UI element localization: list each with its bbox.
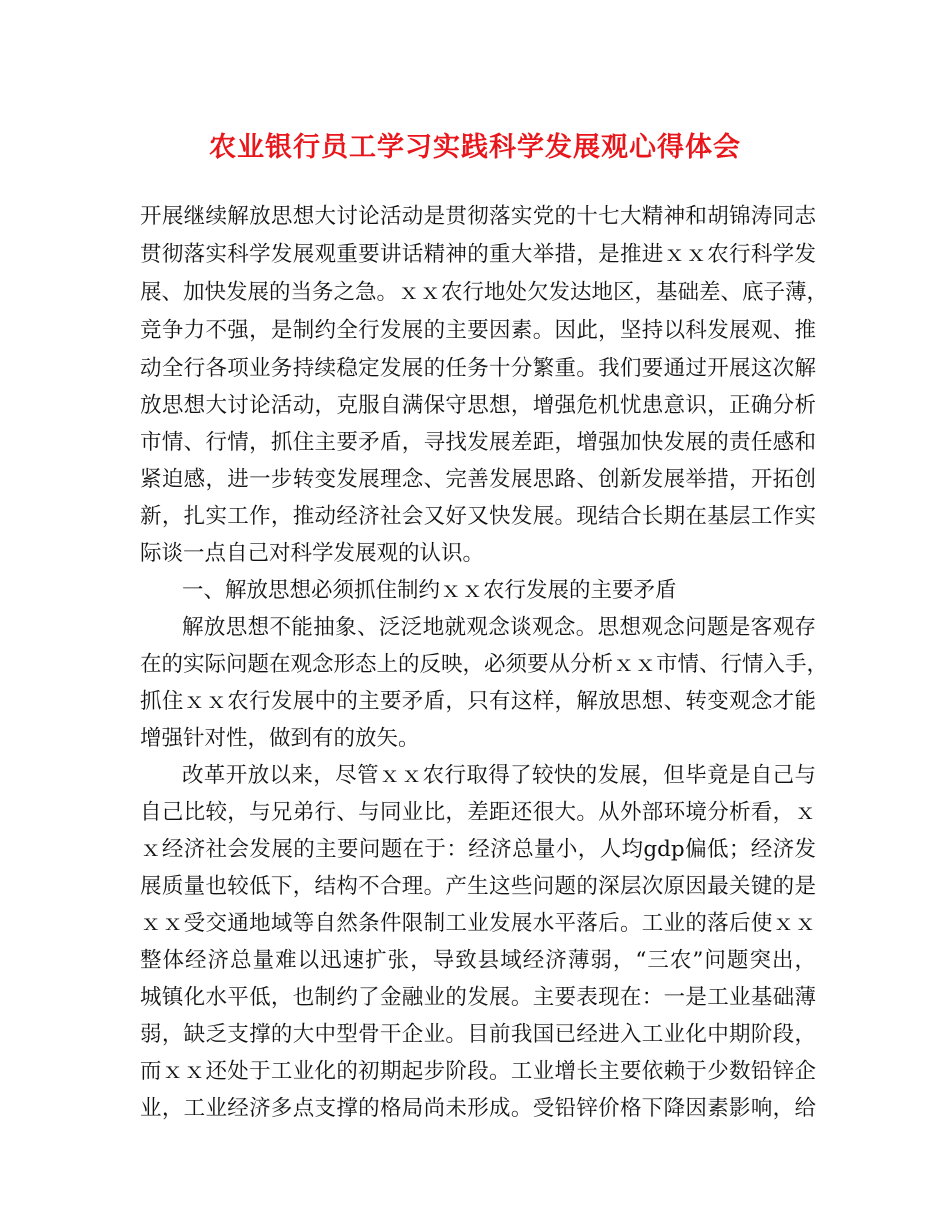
paragraph-line: 动全行各项业务持续稳定发展的任务十分繁重。我们要通过开展这次解 bbox=[140, 356, 816, 381]
paragraph-line: 开展继续解放思想大讨论活动是贯彻落实党的十七大精神和胡锦涛同志 bbox=[140, 204, 816, 229]
paragraph-line: 竞争力不强，是制约全行发展的主要因素。因此，坚持以科发展观、推 bbox=[140, 318, 816, 343]
paragraph-line: 改革开放以来，尽管ｘｘ农行取得了较快的发展，但毕竟是自己与 bbox=[182, 763, 816, 788]
paragraph-line: 新，扎实工作，推动经济社会又好又快发展。现结合长期在基层工作实 bbox=[140, 504, 816, 529]
paragraph-line: 紧迫感，进一步转变发展理念、完善发展思路、创新发展举措，开拓创 bbox=[140, 467, 816, 492]
paragraph-line: 市情、行情，抓住主要矛盾，寻找发展差距，增强加快发展的责任感和 bbox=[140, 430, 816, 455]
section-heading: 一、解放思想必须抓住制约ｘｘ农行发展的主要矛盾 bbox=[182, 578, 677, 603]
paragraph-line: 增强针对性，做到有的放矢。 bbox=[140, 726, 420, 751]
paragraph-line: 弱，缺乏支撑的大中型骨干企业。目前我国已经进入工业化中期阶段， bbox=[140, 1022, 816, 1047]
paragraph-line: 业，工业经济多点支撑的格局尚未形成。受铅锌价格下降因素影响，给 bbox=[140, 1096, 816, 1121]
paragraph-line: ｘｘ受交通地域等自然条件限制工业发展水平落后。工业的落后使ｘｘ bbox=[140, 911, 816, 936]
document-title: 农业银行员工学习实践科学发展观心得体会 bbox=[209, 132, 741, 163]
paragraph-line: 而ｘｘ还处于工业化的初期起步阶段。工业增长主要依赖于少数铅锌企 bbox=[140, 1059, 816, 1084]
paragraph-line: 抓住ｘｘ农行发展中的主要矛盾，只有这样，解放思想、转变观念才能 bbox=[140, 689, 816, 714]
paragraph-line: 展质量也较低下，结构不合理。产生这些问题的深层次原因最关键的是 bbox=[140, 874, 816, 899]
paragraph-line: 际谈一点自己对科学发展观的认识。 bbox=[140, 541, 485, 566]
paragraph-line: 在的实际问题在观念形态上的反映，必须要从分析ｘｘ市情、行情入手， bbox=[140, 652, 829, 677]
paragraph-line: 自己比较，与兄弟行、与同业比，差距还很大。从外部环境分析看，ｘ bbox=[140, 800, 816, 825]
paragraph-line: 城镇化水平低，也制约了金融业的发展。主要表现在：一是工业基础薄 bbox=[140, 985, 816, 1010]
paragraph-line: 整体经济总量难以迅速扩张，导致县域经济薄弱，“三农”问题突出， bbox=[140, 948, 816, 973]
paragraph-line: 放思想大讨论活动，克服自满保守思想，增强危机忧患意识，正确分析 bbox=[140, 393, 816, 418]
paragraph-line: 贯彻落实科学发展观重要讲话精神的重大举措，是推进ｘｘ农行科学发 bbox=[140, 242, 816, 267]
paragraph-line: 展、加快发展的当务之急。ｘｘ农行地处欠发达地区，基础差、底子薄， bbox=[140, 280, 829, 305]
paragraph-line: 解放思想不能抽象、泛泛地就观念谈观念。思想观念问题是客观存 bbox=[182, 615, 816, 640]
paragraph-line: ｘ经济社会发展的主要问题在于：经济总量小，人均gdp偏低；经济发 bbox=[140, 837, 816, 862]
